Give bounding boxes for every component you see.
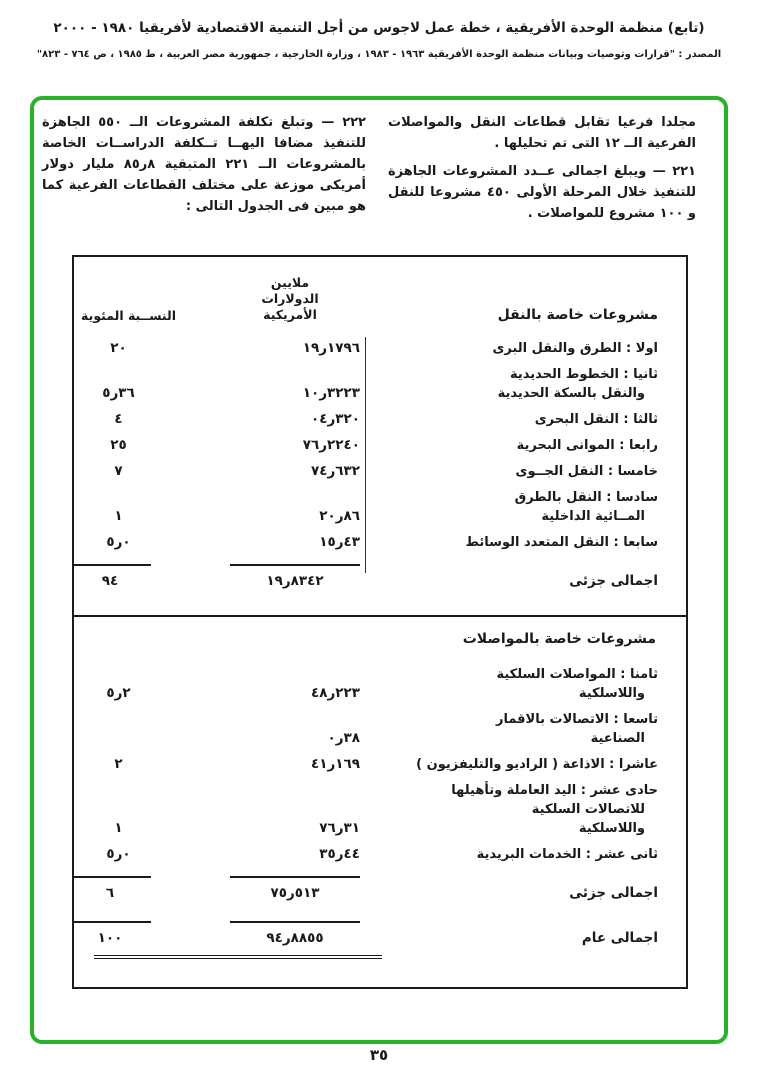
table-header-row (81, 267, 674, 339)
communications-subtotal-percent: ٦ (105, 885, 115, 901)
transport-subtotal-row (86, 564, 674, 591)
percent-value: ٥ر٠ (106, 846, 131, 862)
row-value-million-usd (206, 462, 374, 481)
table-row (86, 781, 674, 838)
table-row (86, 710, 674, 748)
row-label-line: والنقل بالسكة الحديدية (497, 386, 645, 401)
row-percent (86, 339, 206, 358)
communications-subtotal-value: ٧٥ر٥١٣ (270, 885, 320, 901)
grand-total-row (86, 921, 674, 948)
grand-total-percent-cell (86, 921, 206, 948)
communications-subtotal-label: اجمالى جزئى (569, 885, 658, 901)
row-value-million-usd (206, 384, 374, 403)
paragraph-right-0: مجلدا فرعيا تقابل قطاعات النقل والمواصلات الفرعية الــ ١٢ التى تم تحليلها . (388, 115, 696, 152)
communications-subtotal-row (86, 876, 674, 903)
row-label-line: حادى عشر : اليد العاملة وتأهيلها (451, 783, 658, 798)
money-value: ٤٨ر٢٢٣ (311, 685, 360, 701)
grand-total-percent: ١٠٠ (97, 930, 123, 946)
percent-column-header: النســبة المئوية (81, 308, 176, 323)
grand-total-value-cell (206, 921, 374, 948)
table-row (86, 488, 674, 526)
grand-total-label: اجمالى عام (581, 930, 658, 946)
projects-table (72, 255, 688, 989)
page-number: ٣٥ (369, 1046, 389, 1064)
money-value: ٣٥ر٤٤ (319, 846, 360, 862)
table-row (86, 339, 674, 358)
row-label-line: ثالثا : النقل البحرى (534, 412, 658, 427)
row-percent (86, 384, 206, 403)
section-divider-line (74, 615, 686, 617)
document-source: المصدر : "قرارات وتوصيات وبيانات منظمة الوحدة الأفريقية ١٩٦٣ - ١٩٨٣ ، وزارة الخارجية ، جمهورية مصر العربية ، ط ١٩٨٥ ، ص ٧٦٤ - ٨٢٣" (36, 49, 722, 60)
row-label (374, 488, 674, 526)
sum-overline (230, 921, 360, 948)
money-value: ٧٦ر٢٢٤٠ (302, 437, 360, 453)
money-column-divider-line (365, 337, 367, 573)
row-label (374, 436, 674, 455)
row-label-line: ثانيا : الخطوط الحديدية (509, 367, 658, 382)
sum-overline (230, 564, 360, 591)
row-percent (86, 755, 206, 774)
money-value: ٧٦ر٣١ (319, 820, 360, 836)
row-label-line: واللاسلكية (578, 821, 645, 836)
row-value-million-usd (206, 507, 374, 526)
table-row (86, 436, 674, 455)
money-header-line-1: ملايين (270, 275, 310, 290)
row-percent (86, 819, 206, 838)
money-value: ٧٤ر٦٣٢ (311, 463, 360, 479)
row-label-line: رابعا : الموانى البحرية (516, 438, 658, 453)
section1-title: مشروعات خاصة بالنقل (497, 307, 658, 323)
paragraph-right-1: ٢٢١ — ويبلغ اجمالى عــدد المشروعات الجاهزة للتنفيذ خلال المرحلة الأولى ٤٥٠ مشروعا للنقل و ١٠٠ مشروع للمواصلات . (388, 164, 697, 222)
percent-value: ٧ (114, 463, 123, 479)
transport-subtotal-label: اجمالى جزئى (569, 573, 658, 589)
sum-overline (72, 921, 151, 948)
money-value: ٤١ر١٦٩ (311, 756, 360, 772)
communications-subtotal-percent-cell (86, 876, 206, 903)
row-label (374, 755, 674, 774)
sum-overline (72, 564, 151, 591)
row-label (374, 710, 674, 748)
row-label-line: سابعا : النقل المتعدد الوسائط (465, 535, 658, 550)
money-column-header (206, 275, 374, 323)
transport-subtotal-percent-cell (86, 564, 206, 591)
percent-value: ٢٥ (110, 437, 127, 453)
communications-subtotal-value-cell (206, 876, 374, 903)
row-label (374, 365, 674, 403)
row-percent (86, 462, 206, 481)
percent-value: ٢٠ (110, 340, 127, 356)
row-percent (86, 507, 206, 526)
row-label-line: سادسا : النقل بالطرق (514, 490, 658, 505)
intro-column-right (388, 112, 696, 231)
row-label-line: اولا : الطرق والنقل البرى (492, 341, 658, 356)
row-label (374, 665, 674, 703)
row-label-line: عاشرا : الاذاعة ( الراديو والتليفزيون ) (416, 757, 658, 772)
money-value: ٢٠ر٨٦ (319, 508, 360, 524)
row-value-million-usd (206, 755, 374, 774)
row-label-line: ثانى عشر : الخدمات البريدية (476, 847, 658, 862)
table-row (86, 462, 674, 481)
percent-value: ١ (114, 820, 123, 836)
transport-rows-group (86, 339, 674, 552)
sum-overline (230, 876, 360, 903)
section2-title: مشروعات خاصة بالمواصلات (462, 631, 656, 647)
money-value: ١٩ر١٧٩٦ (302, 340, 360, 356)
communications-rows-group (86, 665, 674, 864)
row-label-line: الصناعية (590, 731, 645, 746)
row-percent (86, 410, 206, 429)
sum-overline (72, 876, 151, 903)
money-value: ٠ر٣٨ (327, 730, 360, 746)
row-value-million-usd (206, 436, 374, 455)
row-label-line: ثامنا : المواصلات السلكية (496, 667, 658, 682)
percent-value: ٤ (114, 411, 123, 427)
row-label (374, 410, 674, 429)
row-label-line: واللاسلكية (578, 686, 645, 701)
row-percent (86, 533, 206, 552)
row-value-million-usd (206, 729, 374, 748)
table-row (86, 533, 674, 552)
row-label-line: خامسا : النقل الجــوى (515, 464, 658, 479)
row-value-million-usd (206, 339, 374, 358)
transport-subtotal-value: ١٩ر٨٣٤٢ (266, 573, 324, 589)
row-value-million-usd (206, 533, 374, 552)
row-percent (86, 684, 206, 703)
row-label-line: تاسعا : الاتصالات بالاقمار (495, 712, 658, 727)
percent-value: ٢ (114, 756, 123, 772)
table-row (86, 755, 674, 774)
table-row (86, 665, 674, 703)
row-label (374, 845, 674, 864)
row-label-line: المــائية الداخلية (541, 509, 645, 524)
money-header-line-3: الأمريكية (263, 307, 317, 322)
document-title: (تابع) منظمة الوحدة الأفريقية ، خطة عمل لاجوس من أجل التنمية الاقتصادية لأفريقيا ١٩٨٠ - ٢٠٠٠ (53, 20, 705, 36)
row-value-million-usd (206, 819, 374, 838)
row-value-million-usd (206, 684, 374, 703)
table-row (86, 410, 674, 429)
row-label (374, 339, 674, 358)
grand-total-double-rule (94, 955, 382, 959)
row-label (374, 462, 674, 481)
grand-total-value: ٩٤ر٨٨٥٥ (266, 930, 324, 946)
money-value: ٠٤ر٣٢٠ (311, 411, 360, 427)
row-percent (86, 845, 206, 864)
percent-value: ٥ر٢ (106, 685, 131, 701)
transport-subtotal-value-cell (206, 564, 374, 591)
percent-value: ٥ر٣٦ (102, 385, 135, 401)
paragraph-left-0: ٢٢٢ — وتبلغ تكلفة المشروعات الــ ٥٥٠ الجاهزة للتنفيذ مضافا اليهــا تــكلفة الدراســات الخاصة بالمشروعات الــ ٢٢١ المتبقية ٨ر٨٥ مليار دولار أمريكى موزعة على مختلف القطاعات الفرعية كما هو مبين فى الجدول التالى : (42, 115, 366, 215)
money-value: ١٠ر٣٢٢٣ (302, 385, 360, 401)
row-label (374, 781, 674, 838)
row-value-million-usd (206, 845, 374, 864)
row-percent (86, 436, 206, 455)
percent-value: ٥ر٠ (106, 534, 131, 550)
percent-value: ١ (114, 508, 123, 524)
transport-subtotal-percent: ٩٤ (101, 573, 119, 589)
table-row (86, 845, 674, 864)
row-label-line: للاتصالات السلكية (531, 802, 645, 817)
table-row (86, 365, 674, 403)
money-value: ١٥ر٤٣ (319, 534, 360, 550)
intro-column-left (42, 112, 366, 224)
money-header-line-2: الدولارات (261, 291, 319, 306)
row-value-million-usd (206, 410, 374, 429)
row-label (374, 533, 674, 552)
